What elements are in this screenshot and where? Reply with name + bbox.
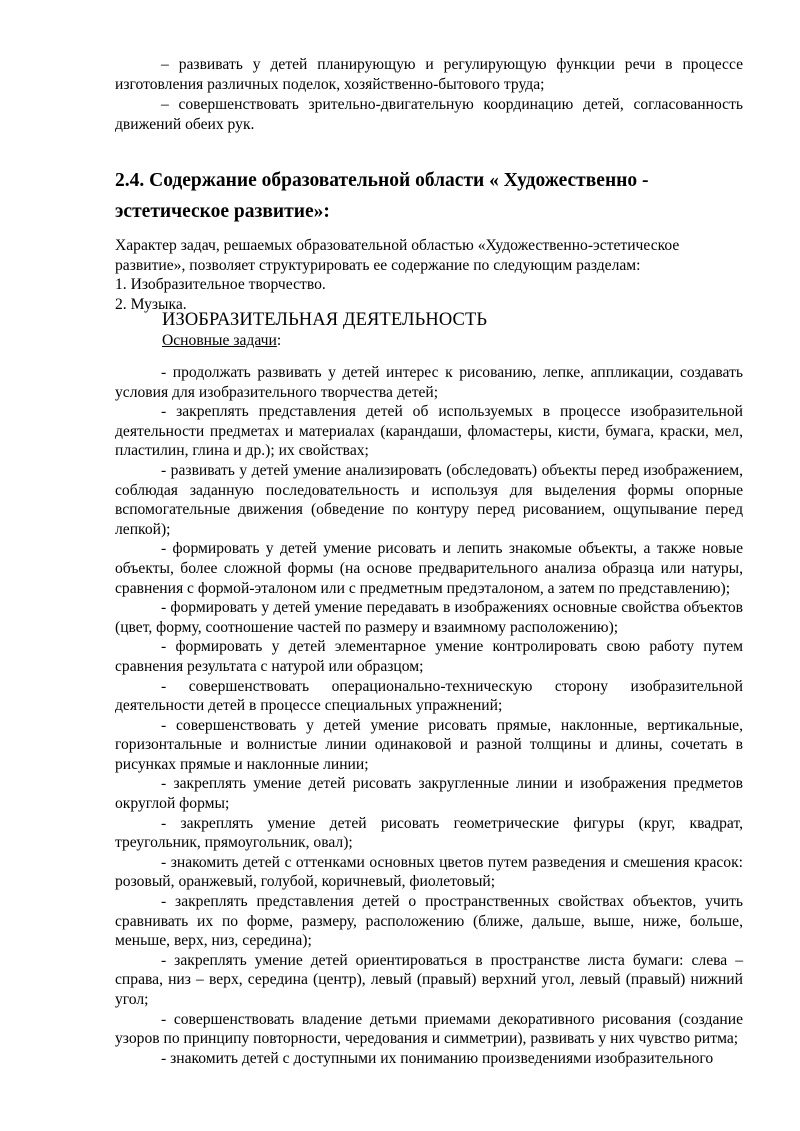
task-item: - закреплять представления детей о пространственных свойствах объектов, учить сравнивать их по форме, размеру, расположению (ближе, дальше, выше, ниже, больше, меньше, верх, низ, середина); <box>115 893 743 950</box>
task-item: - закреплять умение детей ориентироваться в пространстве листа бумаги: слева – справа, низ – верх, середина (центр), левый (правый) верхний угол, левый (правый) нижний угол; <box>115 951 743 1008</box>
task-item: - формировать у детей умение передавать в изображениях основные свойства объектов (цвет, форму, соотношение частей по размеру и взаимному расположению); <box>115 599 743 636</box>
section-heading: 2.4. Содержание образовательной области « Художественно - эстетическое развитие»: <box>115 170 649 222</box>
lead-text: Характер задач, решаемых образовательной областью «Художественно-эстетическое развитие», позволяет структурировать ее содержание по следующим разделам: <box>115 237 680 274</box>
sections-list-item: 2. Музыка. <box>115 295 187 313</box>
task-item: - закреплять представления детей об используемых в процессе изобразительной деятельности предметах и материалах (карандаши, фломастеры, кисти, бумага, краски, мел, пластилин, глина и др.); их свойствах; <box>115 403 743 460</box>
task-item: - формировать у детей умение рисовать и лепить знакомые объекты, а также новые объекты, более сложной формы (на основе предварительного анализа образца или натуры, сравнения с формой-эталоном или с предметным предэталоном, а затем по представлению); <box>115 540 743 597</box>
tasks-list <box>115 363 743 1068</box>
intro-list <box>115 55 743 135</box>
task-item: - совершенствовать владение детьми приемами декоративного рисования (создание узоров по принципу повторности, чередования и симметрии), развивать у них чувство ритма; <box>115 1010 743 1048</box>
task-item: - знакомить детей с доступными их пониманию произведениями изобразительного <box>161 1049 714 1067</box>
task-item: - развивать у детей умение анализировать (обследовать) объекты перед изображением, соблюдая заданную последовательность и используя для выделения формы опорные вспомогательные движения (обведение по контуру перед рисованием, ощупывание перед лепкой); <box>115 461 743 538</box>
intro-item: – совершенствовать зрительно-двигательную координацию детей, согласованность движений обеих рук. <box>115 96 743 133</box>
task-item: - совершенствовать операционально-техническую сторону изобразительной деятельности детей в процессе специальных упражнений; <box>115 677 743 715</box>
sections-list-item: 1. Изобразительное творчество. <box>115 276 326 293</box>
intro-item: – развивать у детей планирующую и регулирующую функции речи в процессе изготовления различных поделок, хозяйственно-бытового труда; <box>115 56 743 93</box>
tasks-label <box>162 331 281 351</box>
subsection-title: ИЗОБРАЗИТЕЛЬНАЯ ДЕЯТЕЛЬНОСТЬ <box>162 310 488 330</box>
task-item: - формировать у детей элементарное умение контролировать свою работу путем сравнения результата с натурой или образцом; <box>115 638 743 675</box>
task-item: - закреплять умение детей рисовать геометрические фигуры (круг, квадрат, треугольник, прямоугольник, овал); <box>115 814 743 852</box>
task-item: - закреплять умение детей рисовать закругленные линии и изображения предметов округлой формы; <box>115 775 743 813</box>
lead-block <box>115 236 743 314</box>
tasks-label-colon: : <box>276 332 282 349</box>
task-item: - продолжать развивать у детей интерес к рисованию, лепке, аппликации, создавать условия для изобразительного творчества детей; <box>115 364 743 401</box>
tasks-label-text: Основные задачи <box>162 332 277 349</box>
task-item: - совершенствовать у детей умение рисовать прямые, наклонные, вертикальные, горизонтальные и волнистые линии одинаковой и разной толщины и длины, сочетать в рисунках прямые и наклонные линии; <box>115 716 743 773</box>
task-item: - знакомить детей с оттенками основных цветов путем разведения и смешения красок: розовый, оранжевый, голубой, коричневый, фиолетовый; <box>115 853 743 891</box>
